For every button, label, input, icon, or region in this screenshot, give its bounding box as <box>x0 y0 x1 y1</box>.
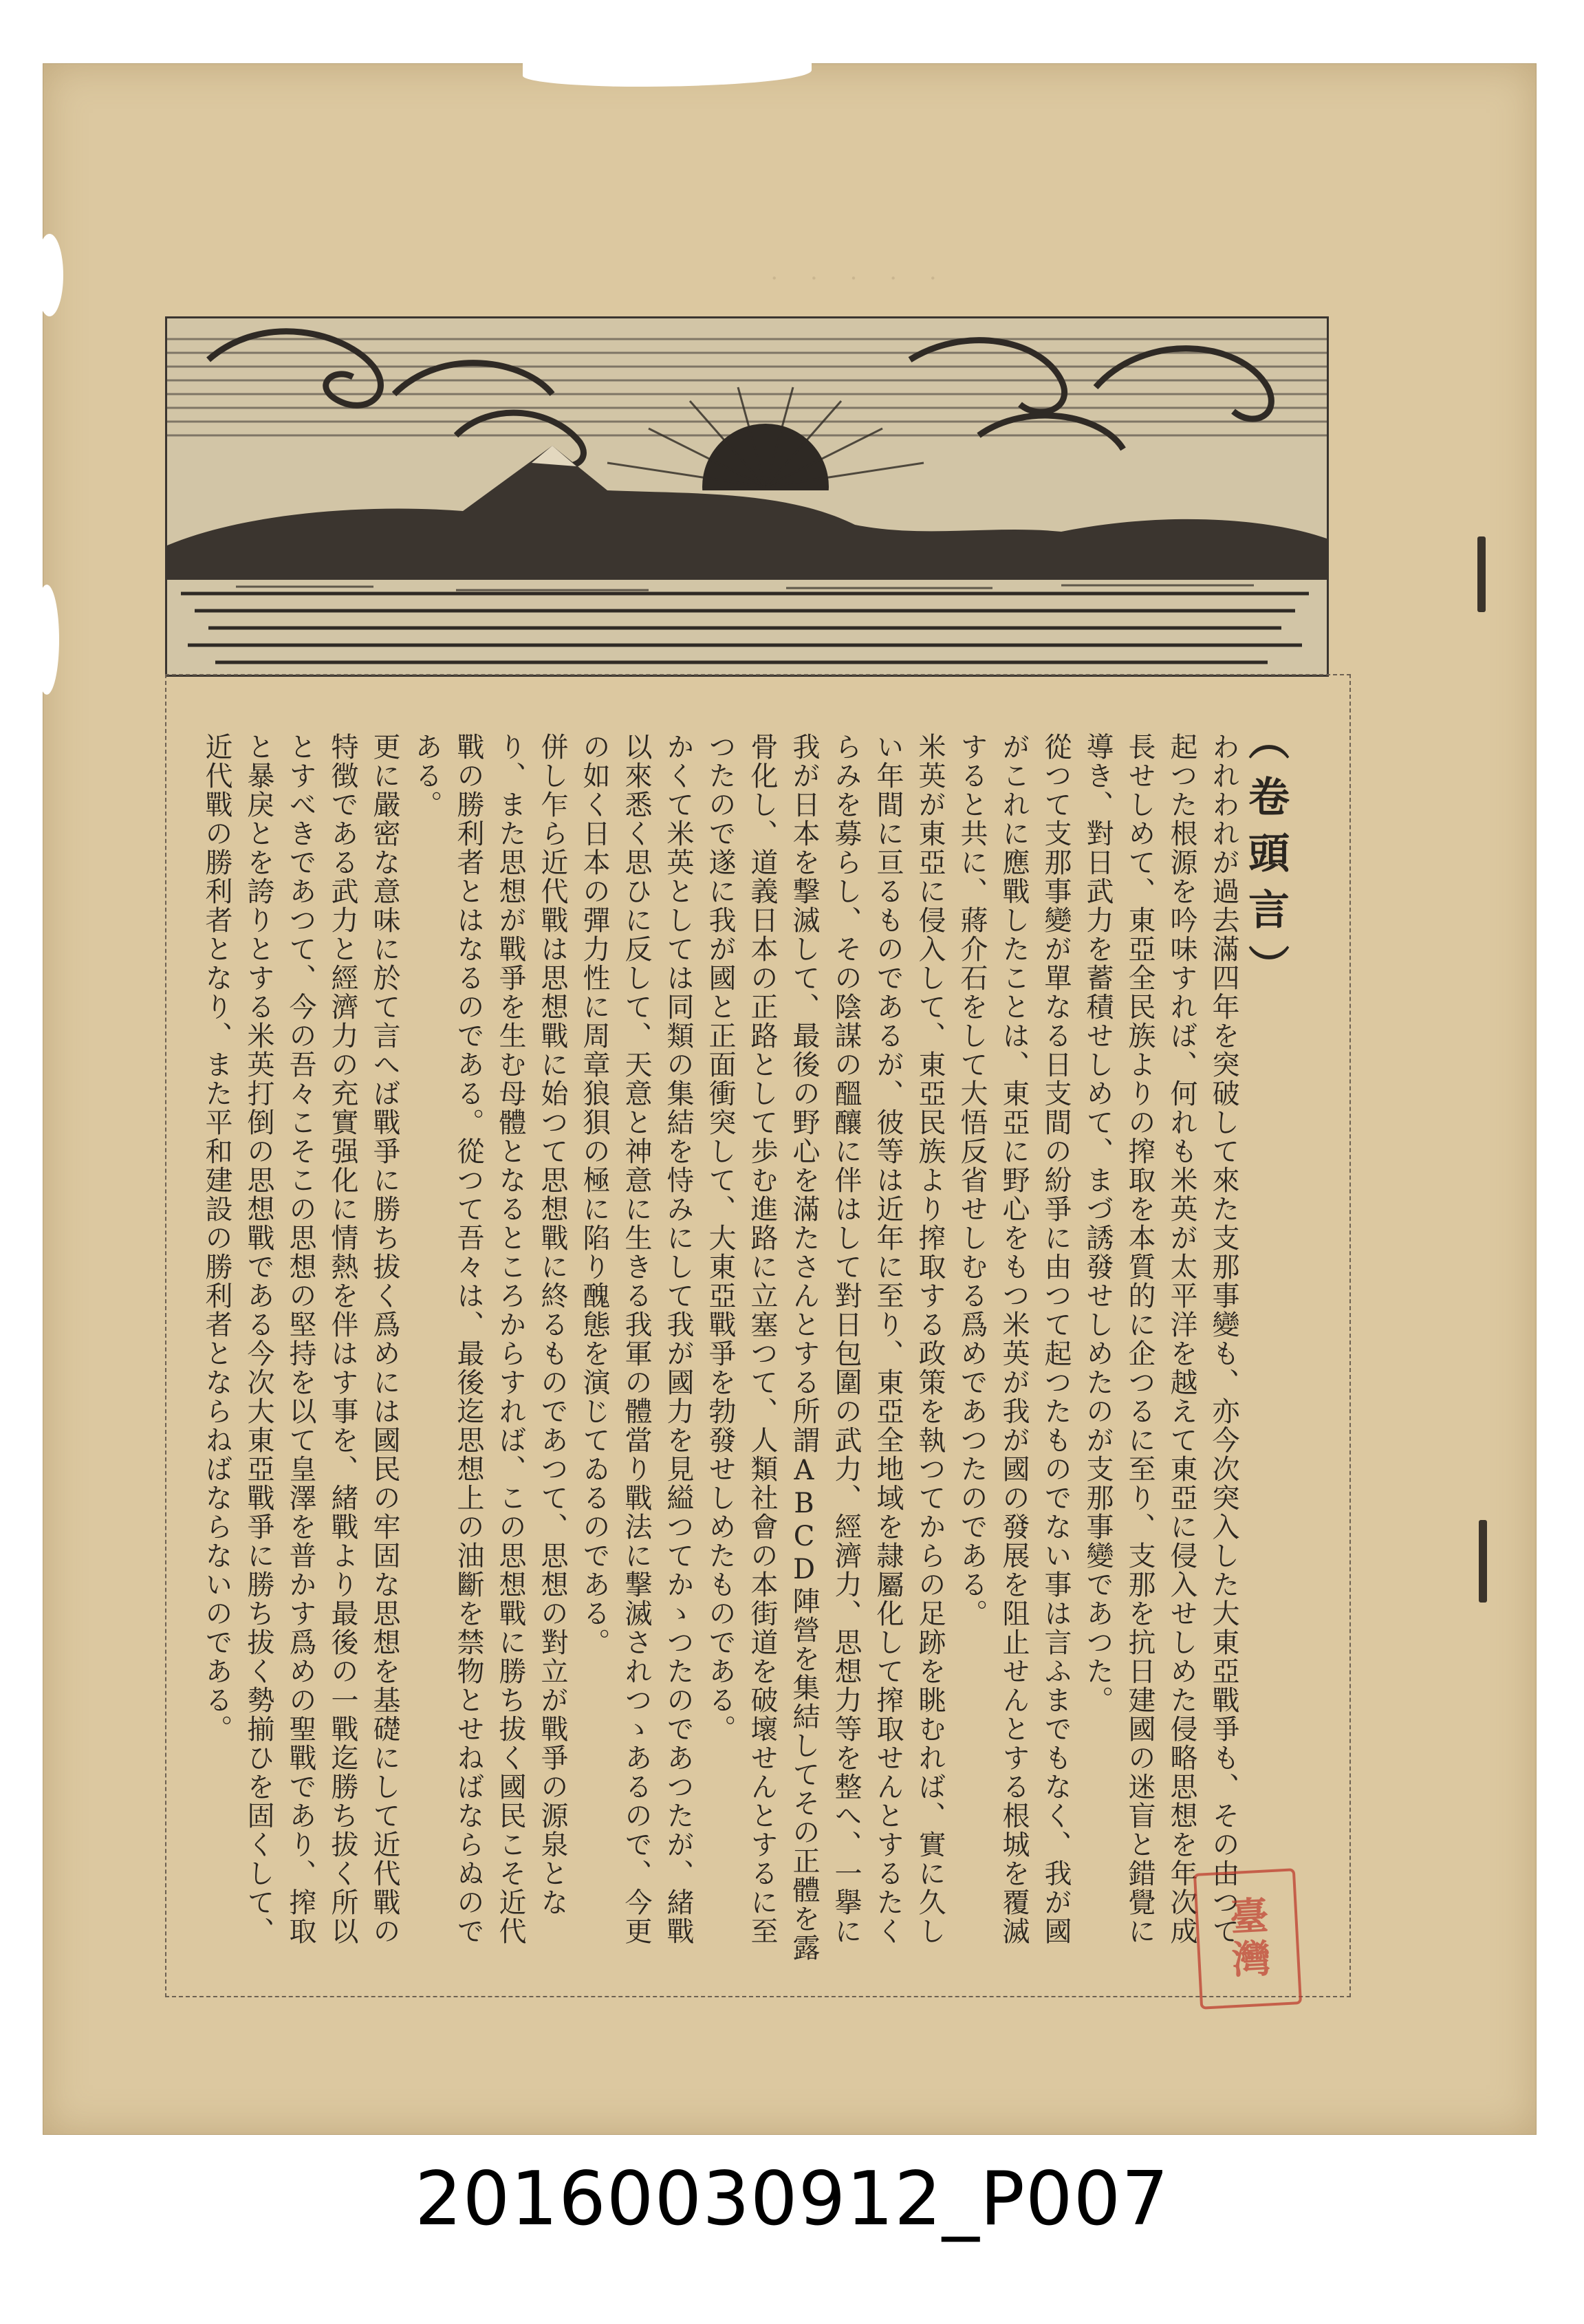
header-woodcut-illustration <box>165 316 1329 677</box>
paragraph: 從つて支那事變が單なる日支間の紛爭に由つて起つたものでない事は言ふまでもなく、我が國がこれに應戰したことは、東亞に野心をもつ米英が我が國の發展を阻止せんとする根城を覆滅すると共に、蔣介石をして大悟反省せしむる爲めであつたのである。 <box>956 732 1072 1946</box>
bleed-through-text: · · · · · <box>770 265 949 292</box>
article-title: （卷頭言） <box>1241 719 1290 1001</box>
edge-notch <box>36 234 63 316</box>
paragraph: 米英が東亞に侵入して、東亞民族より搾取する政策を執つてからの足跡を眺むれば、實に久しい年間に亘るものであるが、彼等は近年に至り、東亞全地域を隷屬化して搾取せんとするたくらみを募らし、その陰謀の醞釀に伴はして對日包圍の武力、經濟力、思想力等を整へ、一擧に我が日本を撃滅して、最後の野心を滿たさんとする所謂ABCD陣營を集結してその正體を露骨化し、道義日本の正路として歩む進路に立塞つて、人類社會の本街道を破壞せんとするに至つたので遂に我が國と正面衝突して、大東亞戰爭を勃發せしめたものである。 <box>704 732 946 1962</box>
paragraph: われわれが過去滿四年を突破して來た支那事變も、亦今次突入した大東亞戰爭も、その由つて起つた根源を吟味すれば、何れも米英が太平洋を越えて東亞に侵入せしめた侵略思想を年次成長せしめて、東亞全民族よりの搾取を本質的に企つるに至り、支那を抗日建國の迷盲と錯覺に導き、對日武力を蓄積せしめて、まづ誘發せしめたのが支那事變であつた。 <box>1082 732 1239 1946</box>
library-seal-stamp <box>1193 1868 1302 2009</box>
paragraph: かくて米英としては同類の集結を恃みにして我が國力を見縊つてかゝつたのであつたが、緒戰以來悉く思ひに反して、天意と神意に生きる我軍の體當り戰法に撃滅されつゝあるので、今更の如く日本の彈力性に周章狼狽の極に陷り醜態を演じてゐるのである。 <box>578 732 694 1946</box>
edge-notch <box>34 585 59 695</box>
staple-mark <box>1479 1520 1487 1603</box>
staple-mark <box>1477 536 1486 612</box>
archive-id-caption: 20160030912_P007 <box>414 2156 1170 2242</box>
article-body <box>201 719 1290 1970</box>
paragraph: 更に嚴密な意味に於て言へば戰爭に勝ち拔く爲めには國民の牢固な思想を基礎にして近代戰の特徴である武力と經濟力の充實强化に情熱を伴はす事を、緒戰より最後の一戰迄勝ち拔く所以とすべきであつて、今の吾々こそこの思想の堅持を以て皇澤を普かす爲めの聖戰であり、搾取と暴戾とを誇りとする米英打倒の思想戰である今次大東亞戰爭に勝ち拔く勢揃ひを固くして、近代戰の勝利者となり、また平和建設の勝利者とならねばならないのである。 <box>201 732 400 1946</box>
seal-text: 臺灣 <box>1222 1895 1273 1983</box>
paragraph: 併し乍ら近代戰は思想戰に始つて思想戰に終るものであつて、思想の對立が戰爭の源泉となり、また思想が戰爭を生む母體となるところからすれば、この思想戰に勝ち拔く國民こそ近代戰の勝利者とはなるのである。從つて吾々は、最後迄思想上の油斷を禁物とせねばならぬのである。 <box>411 732 568 1946</box>
